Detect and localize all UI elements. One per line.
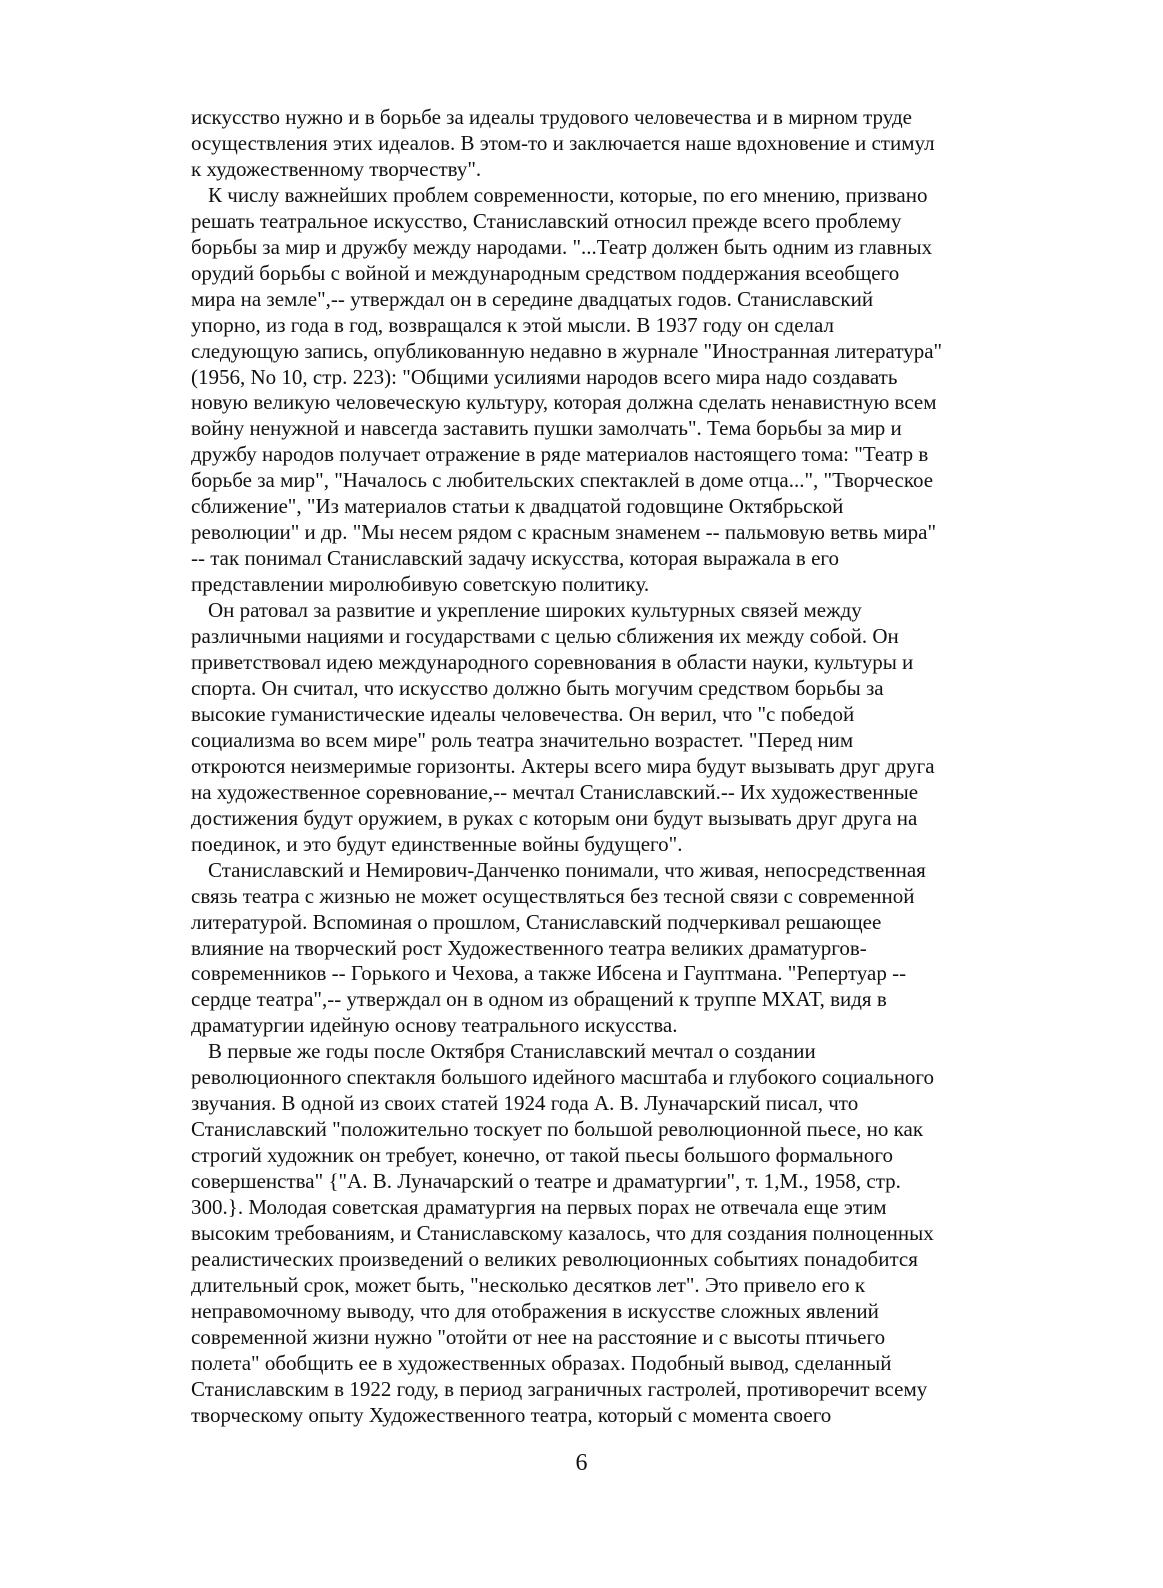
text-line: современной жизни нужно "отойти от нее на расстояние и с высоты птичьего bbox=[191, 1324, 886, 1349]
text-line: совершенства" {"А. В. Луначарский о театре и драматургии", т. 1,М., 1958, стр. bbox=[191, 1169, 901, 1194]
paragraph-first-line: К числу важнейших проблем современности, которые, по его мнению, призвано bbox=[208, 182, 928, 207]
text-line: неправомочному выводу, что для отображения в искусстве сложных явлений bbox=[191, 1298, 879, 1323]
text-line: борьбе за мир", "Началось с любительских спектаклей в доме отца...", "Творческое bbox=[191, 468, 934, 493]
paragraph-first-line: Он ратовал за развитие и укрепление широких культурных связей между bbox=[208, 598, 862, 623]
text-line: звучания. В одной из своих статей 1924 года А. В. Луначарский писал, что bbox=[191, 1091, 859, 1116]
text-line: искусство нужно и в борьбе за идеалы трудового человечества и в мирном труде bbox=[191, 105, 912, 129]
text-line: -- так понимал Станиславский задачу искусства, которая выражала в его bbox=[191, 546, 839, 571]
body-text bbox=[191, 105, 1011, 1429]
text-line: орудий борьбы с войной и международным средством поддержания всеобщего bbox=[191, 260, 900, 285]
text-line: к художественному творчеству". bbox=[191, 156, 482, 181]
text-line: влияние на творческий рост Художественного театра великих драматургов- bbox=[191, 935, 867, 960]
text-line: высоким требованиям, и Станиславскому казалось, что для создания полноценных bbox=[191, 1220, 934, 1245]
text-line: сближение", "Из материалов статьи к двадцатой годовщине Октябрьской bbox=[191, 494, 844, 519]
page-number: 6 bbox=[575, 1450, 588, 1476]
text-line: решать театральное искусство, Станиславский относил прежде всего проблему bbox=[191, 208, 902, 233]
text-line: драматургии идейную основу театрального искусства. bbox=[191, 1013, 678, 1038]
text-line: дружбу народов получает отражение в ряде материалов настоящего тома: "Театр в bbox=[191, 442, 929, 467]
text-line: революционного спектакля большого идейного масштаба и глубокого социального bbox=[191, 1065, 935, 1090]
text-line: творческому опыту Художественного театра, который с момента своего bbox=[191, 1402, 832, 1427]
text-line: следующую запись, опубликованную недавно в журнале "Иностранная литература" bbox=[191, 338, 943, 363]
text-line: спорта. Он считал, что искусство должно быть могучим средством борьбы за bbox=[191, 675, 884, 700]
text-line: откроются неизмеримые горизонты. Актеры всего мира будут вызывать друг друга bbox=[191, 753, 935, 778]
text-line: на художественное соревнование,-- мечтал Станиславский.-- Их художественные bbox=[191, 779, 919, 804]
text-line: борьбы за мир и дружбу между народами. "...Театр должен быть одним из главных bbox=[191, 234, 933, 259]
text-line: полета" обобщить ее в художественных образах. Подобный вывод, сделанный bbox=[191, 1350, 892, 1375]
text-line: поединок, и это будут единственные войны будущего". bbox=[191, 831, 683, 856]
text-line: Станиславским в 1922 году, в период заграничных гастролей, противоречит всему bbox=[191, 1376, 928, 1401]
text-line: 300.}. Молодая советская драматургия на первых порах не отвечала еще этим bbox=[191, 1195, 887, 1220]
text-line: литературой. Вспоминая о прошлом, Станиславский подчеркивал решающее bbox=[191, 909, 882, 934]
text-line: строгий художник он требует, конечно, от такой пьесы большого формального bbox=[191, 1143, 893, 1168]
text-line: осуществления этих идеалов. В этом-то и заключается наше вдохновение и стимул bbox=[191, 130, 935, 155]
text-line: (1956, No 10, стр. 223): "Общими усилиями народов всего мира надо создавать bbox=[191, 364, 898, 389]
text-line: длительный срок, может быть, "несколько десятков лет". Это привело его к bbox=[191, 1272, 866, 1297]
text-line: Станиславский "положительно тоскует по большой революционной пьесе, но как bbox=[191, 1117, 924, 1142]
text-line: достижения будут оружием, в руках с которым они будут вызывать друг друга на bbox=[191, 805, 918, 830]
text-line: высокие гуманистические идеалы человечества. Он верил, что "с победой bbox=[191, 701, 855, 726]
text-line: приветствовал идею международного соревнования в области науки, культуры и bbox=[191, 650, 914, 675]
text-line: новую великую человеческую культуру, которая должна сделать ненавистную всем bbox=[191, 390, 937, 415]
paragraph-first-line: В первые же годы после Октября Станиславский мечтал о создании bbox=[208, 1039, 816, 1064]
text-line: различными нациями и государствами с целью сближения их между собой. Он bbox=[191, 624, 899, 649]
text-line: представлении миролюбивую советскую политику. bbox=[191, 572, 650, 597]
text-line: мира на земле",-- утверждал он в середине двадцатых годов. Станиславский bbox=[191, 286, 874, 311]
text-line: реалистических произведений о великих революционных событиях понадобится bbox=[191, 1246, 918, 1271]
text-line: социализма во всем мире" роль театра значительно возрастет. "Перед ним bbox=[191, 727, 854, 752]
text-line: связь театра с жизнью не может осуществляться без тесной связи с современной bbox=[191, 883, 915, 908]
text-line: войну ненужной и навсегда заставить пушки замолчать". Тема борьбы за мир и bbox=[191, 416, 902, 441]
text-line: упорно, из года в год, возвращался к этой мысли. В 1937 году он сделал bbox=[191, 312, 835, 337]
text-line: современников -- Горького и Чехова, а также Ибсена и Гауптмана. "Репертуар -- bbox=[191, 961, 907, 986]
text-line: сердце театра",-- утверждал он в одном из обращений к труппе МХАТ, видя в bbox=[191, 987, 887, 1012]
paragraph-first-line: Станиславский и Немирович-Данченко понимали, что живая, непосредственная bbox=[208, 857, 926, 882]
text-line: революции" и др. "Мы несем рядом с красным знаменем -- пальмовую ветвь мира" bbox=[191, 520, 937, 545]
